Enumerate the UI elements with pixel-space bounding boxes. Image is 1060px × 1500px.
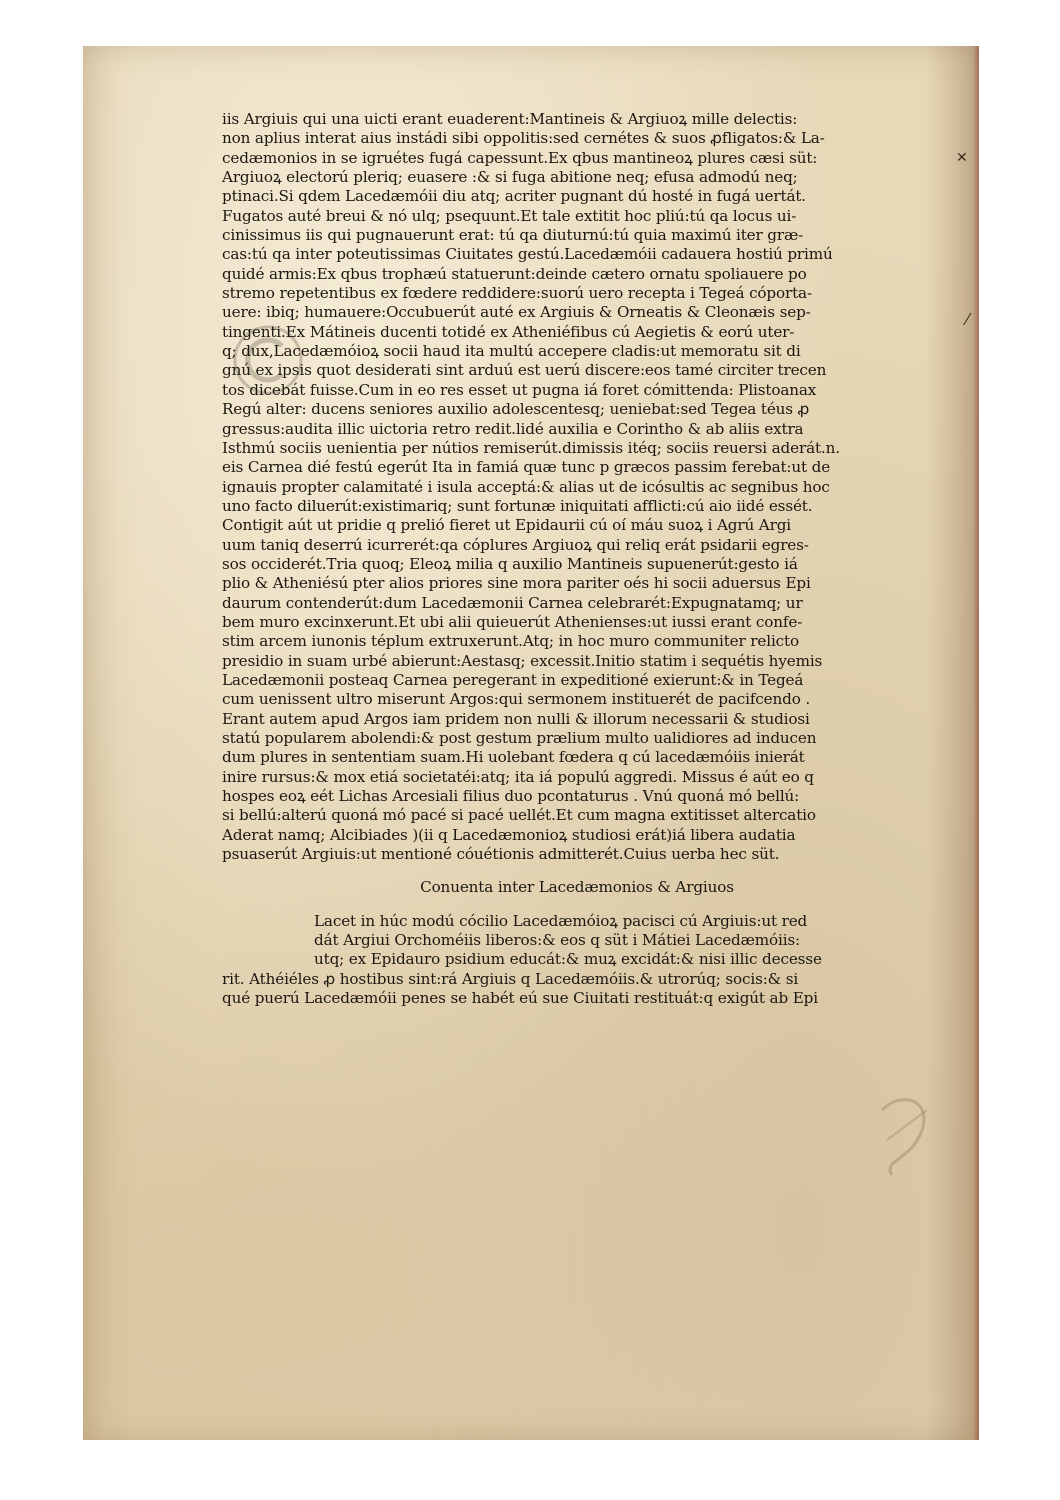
text-line: uere: ibiq; humauere:Occubuerút auté ex Argiuis & Orneatis & Cleonæis sep-: [222, 303, 811, 322]
text-line: cedæmonios in se igruétes fugá capessunt.Ex qbus mantineoꝝ plures cæsi süt:: [222, 148, 818, 167]
margin-mark-top: ✕: [956, 150, 968, 166]
text-line: stremo repetentibus ex fœdere reddidere:suorú uero recepta i Tegeá cóporta-: [222, 284, 812, 303]
text-line: inire rursus:& mox etiá societatéi:atq; ita iá populú aggredi. Missus é aút eo q: [222, 767, 814, 786]
text-line: statú popularem abolendi:& post gestum prælium multo ualidiores ad inducen: [222, 729, 817, 747]
text-line: dát Argiui Orchoméiis liberos:& eos q süt i Mátiei Lacedæmóiis:: [314, 931, 801, 950]
text-line: ptinaci.Si qdem Lacedæmóii diu atq; acriter pugnant dú hosté in fugá uertát.: [222, 187, 806, 206]
text-line: cum uenissent ultro miserunt Argos:qui sermonem instituerét de pacifcendo .: [222, 690, 811, 709]
text-line: tingenti.Ex Mátineis ducenti totidé ex Atheniéfibus cú Aegietis & eorú uter-: [222, 322, 795, 341]
text-line: rit. Athéiéles ꝓ hostibus sint:rá Argiuis q Lacedæmóiis.& utrorúq; socis:& si: [222, 969, 799, 988]
text-line: Contigit aút ut pridie q prelió fieret ut Epidaurii cú oí máu suoꝝ i Agrú Argi: [222, 516, 792, 535]
text-line: Aderat namq; Alcibiades )(ii q Lacedæmonioꝝ studiosi erát)iá libera audatia: [222, 825, 796, 844]
main-text-block: [222, 110, 872, 1008]
text-line: Isthmú sociis uenientia per nútios remiserút.dimissis itéq; sociis reuersi aderát.n.: [222, 438, 840, 457]
body-paragraph: [222, 110, 872, 864]
text-line: presidio in suam urbé abierunt:Aestasq; excessit.Initio statim i sequétis hyemis: [222, 651, 823, 670]
text-line: Lacet in húc modú cócilio Lacedæmóioꝝ pacisci cú Argiuis:ut red: [314, 911, 808, 930]
text-line: qué puerú Lacedæmóii penes se habét eú sue Ciuitati restituát:q exigút ab Epi: [222, 989, 818, 1008]
text-line: eis Carnea dié festú egerút Ita in famiá quæ tunc p græcos passim ferebat:ut de: [222, 458, 831, 477]
text-line: plio & Atheniésú pter alios priores sine mora pariter oés hi socii aduersus Epi: [222, 574, 811, 593]
text-line: stim arcem iunonis téplum extruxerunt.Atq; in hoc muro communiter relicto: [222, 632, 799, 651]
text-line: gressus:audita illic uictoria retro redit.lidé auxilia e Corintho & ab aliis extra: [222, 419, 804, 438]
text-line: gnú ex ipsis quot desiderati sint arduú est uerú discere:eos tamé circiter trecen: [222, 361, 827, 380]
text-line: uno facto diluerút:existimariq; sunt fortunæ iniquitati afflicti:cú aio iidé essét.: [222, 496, 813, 515]
text-line: non aplius interat aius instádi sibi oppolitis:sed cernétes & suos ꝓfligatos:& La-: [222, 129, 825, 148]
closing-paragraph: [222, 912, 872, 1009]
text-line: psuaserút Argiuis:ut mentioné cóuétionis admitterét.Cuius uerba hec süt.: [222, 845, 780, 864]
text-line: Erant autem apud Argos iam pridem non nulli & illorum necessarii & studiosi: [222, 709, 810, 728]
margin-mark-side: ⁄: [966, 310, 969, 329]
text-line: hospes eoꝝ eét Lichas Arcesiali filius duo pcontaturus . Vnú quoná mó bellú:: [222, 787, 800, 806]
text-line: bem muro excinxerunt.Et ubi alii quieuerút Athenienses:ut iussi erant confe-: [222, 612, 803, 631]
page-edge: [973, 46, 979, 1440]
text-line: uum taniq deserrú icurrerét:qa cóplures Argiuoꝝ qui reliq erát psidarii egres-: [222, 535, 809, 554]
text-line: Argiuoꝝ electorú pleriq; euasere :& si fuga abitione neq; efusa admodú neq;: [222, 168, 798, 187]
text-line: utq; ex Epidauro psidium educát:& muꝝ excidát:& nisi illic decesse: [314, 950, 822, 969]
text-line: Lacedæmonii posteaq Carnea peregerant in expeditioné exierunt:& in Tegeá: [222, 670, 804, 689]
section-heading: Conuenta inter Lacedæmonios & Argiuos: [420, 878, 734, 897]
text-line: q; dux,Lacedæmóioꝝ socii haud ita multú accepere cladis:ut memoratu sit di: [222, 342, 801, 361]
text-line: Regú alter: ducens seniores auxilio adolescentesq; ueniebat:sed Tegea téus ꝓ: [222, 400, 810, 419]
text-line: tos dicebát fuisse.Cum in eo res esset ut pugna iá foret cómittenda: Plistoanax: [222, 380, 817, 399]
text-line: daurum contenderút:dum Lacedæmonii Carnea celebrarét:Expugnatamq; ur: [222, 593, 803, 612]
text-line: ignauis propter calamitaté i isula acceptá:& alias ut de icósultis ac segnibus hoc: [222, 477, 830, 496]
text-line: sos occiderét.Tria quoq; Eleoꝝ milia q auxilio Mantineis supuenerút:gesto iá: [222, 554, 798, 573]
text-line: cinissimus iis qui pugnauerunt erat: tú qa diuturnú:tú quia maximú iter græ-: [222, 226, 804, 245]
text-line: Fugatos auté breui & nó ulq; psequunt.Et tale extitit hoc pliú:tú qa locus ui-: [222, 206, 797, 225]
text-line: dum plures in sententiam suam.Hi uolebant fœdera q cú lacedæmóiis inierát: [222, 748, 805, 767]
text-line: quidé armis:Ex qbus trophæú statuerunt:deinde cætero ornatu spoliauere po: [222, 264, 807, 283]
text-line: iis Argiuis qui una uicti erant euaderent:Mantineis & Argiuoꝝ mille delectis:: [222, 110, 798, 128]
text-line: cas:tú qa inter poteutissimas Ciuitates gestú.Lacedæmóii cadauera hostiú primú: [222, 245, 833, 264]
text-line: si bellú:alterú quoná mó pacé si pacé uellét.Et cum magna extitisset altercatio: [222, 806, 816, 825]
